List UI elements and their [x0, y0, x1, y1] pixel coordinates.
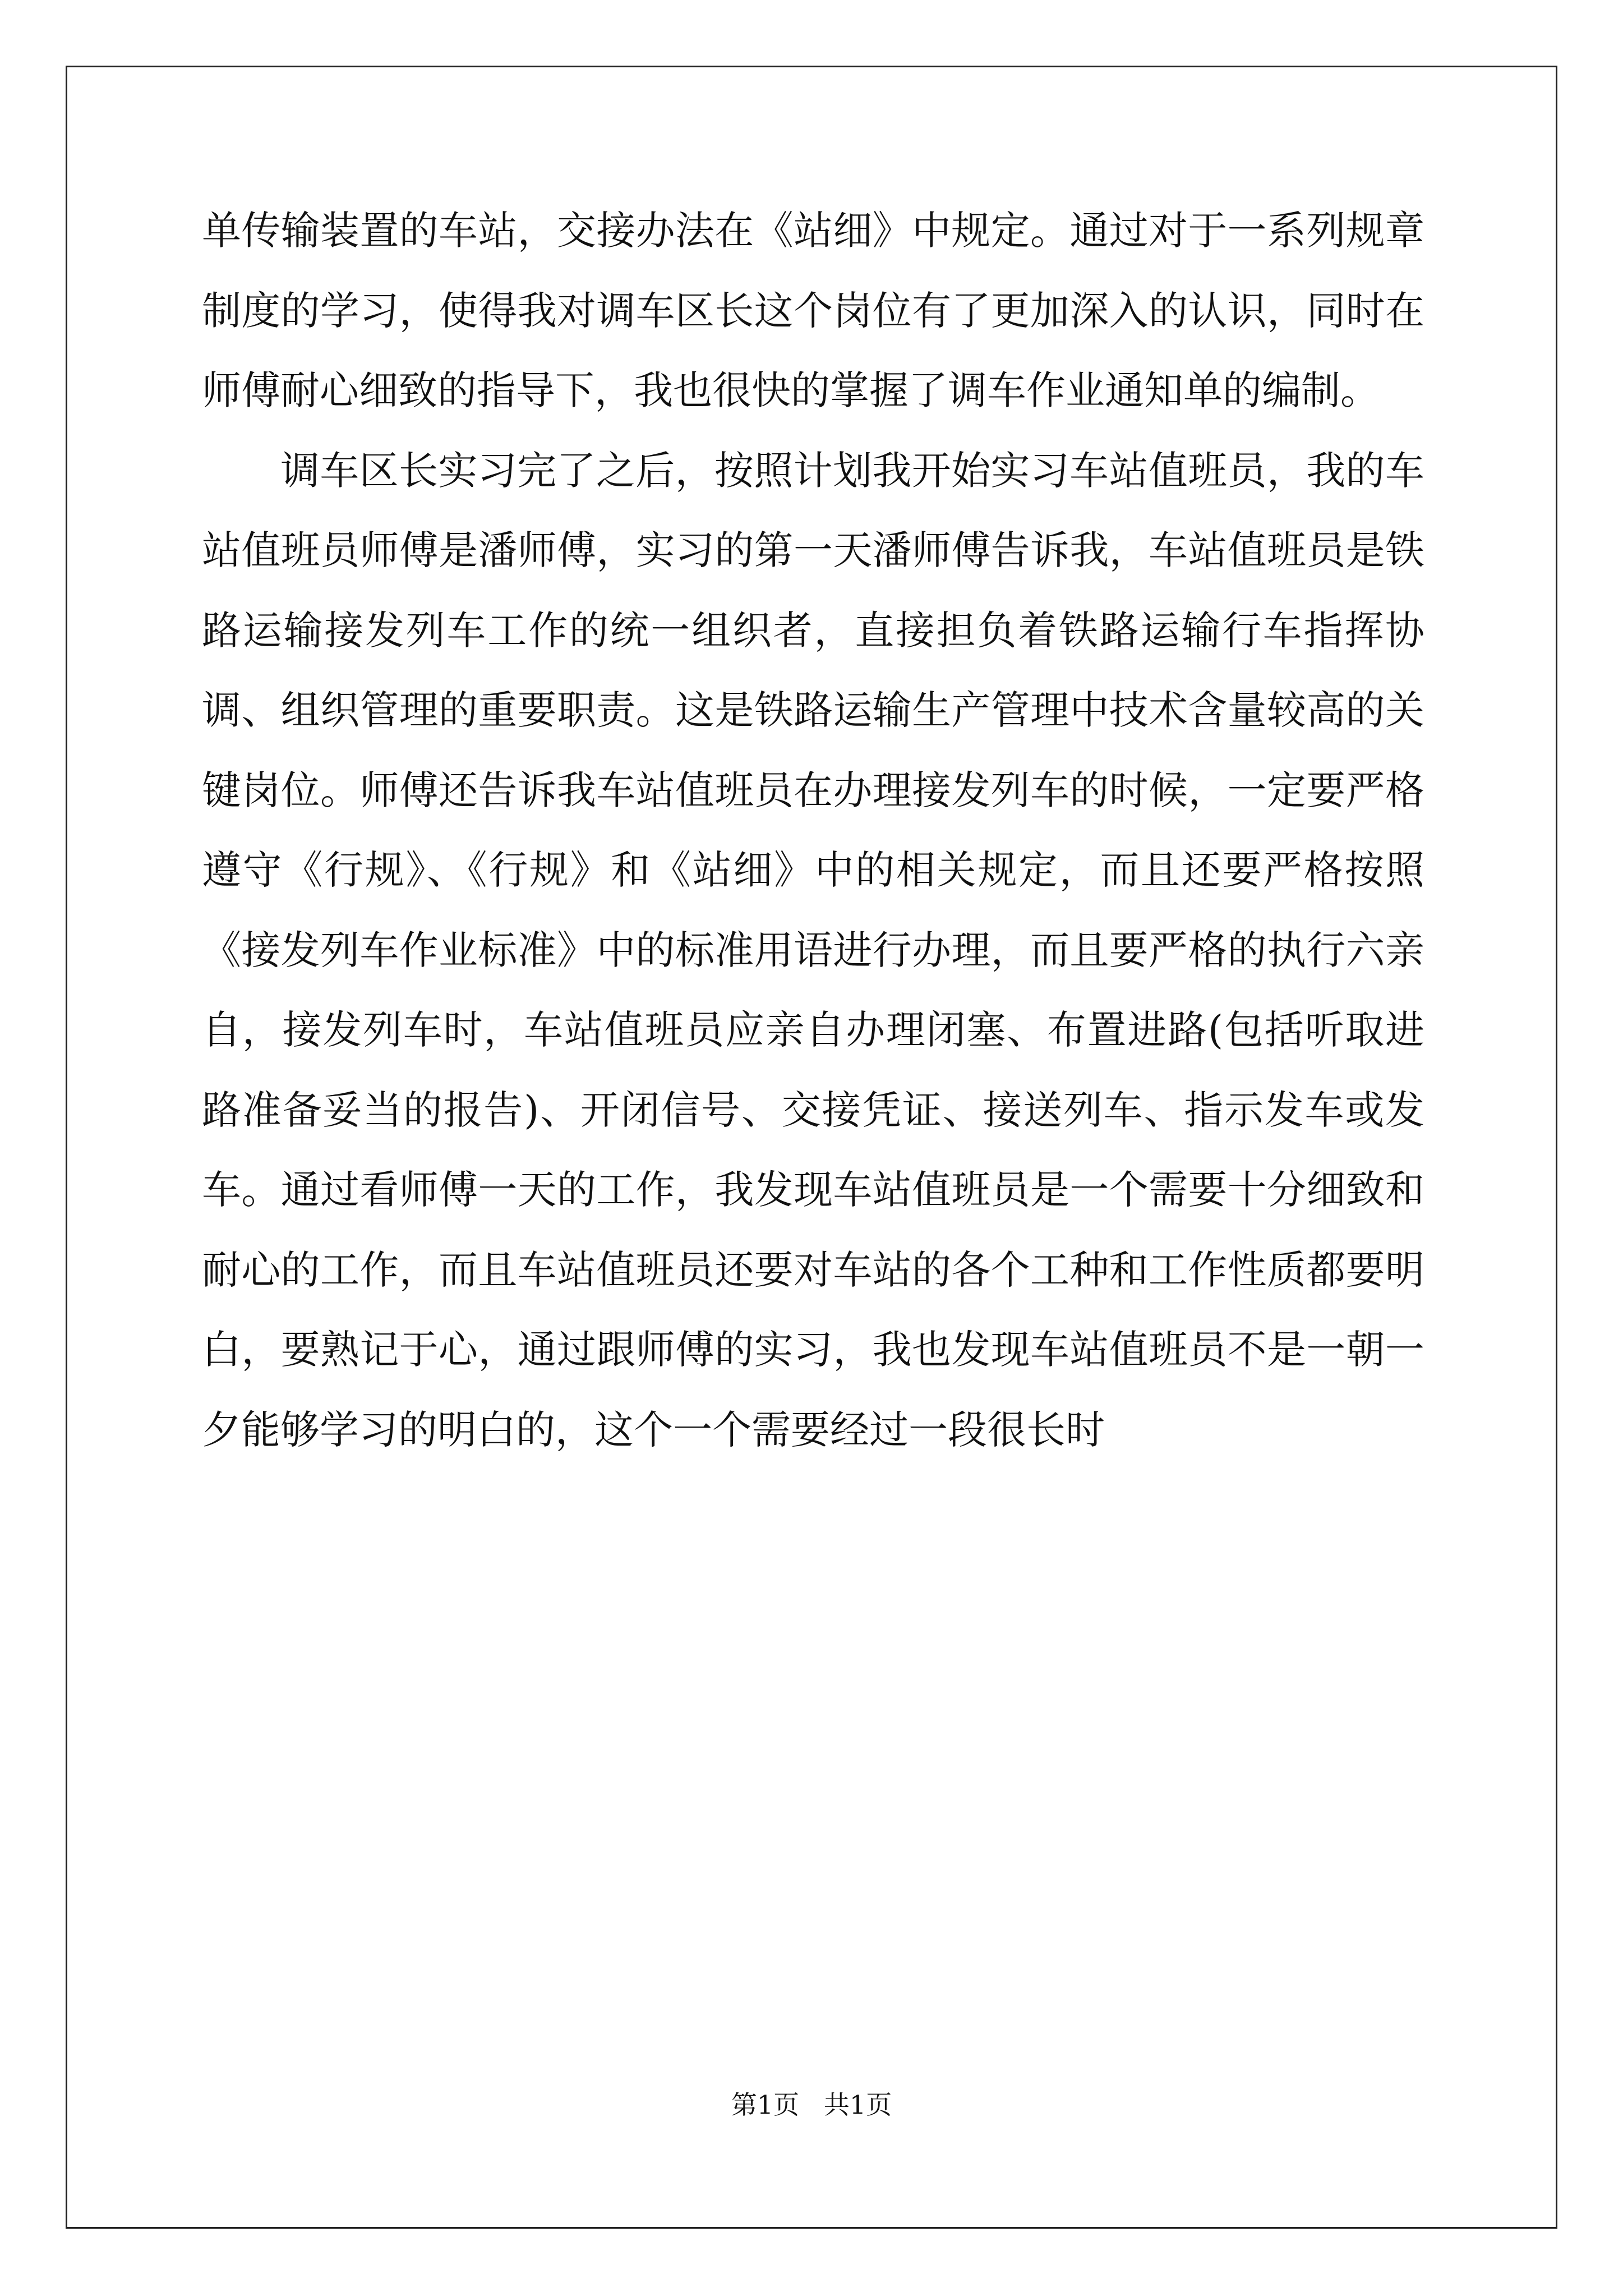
- document-body: [202, 191, 1424, 1470]
- paragraph-2: 调车区长实习完了之后，按照计划我开始实习车站值班员，我的车站值班员师傅是潘师傅，实习的第一天潘师傅告诉我，车站值班员是铁路运输接发列车工作的统一组织者，直接担负着铁路运输行车指挥协调、组织管理的重要职责。这是铁路运输生产管理中技术含量较高的关键岗位。师傅还告诉我车站值班员在办理接发列车的时候，一定要严格遵守《行规》、《行规》和《站细》中的相关规定，而且还要严格按照《接发列车作业标准》中的标准用语进行办理，而且要严格的执行六亲自，接发列车时，车站值班员应亲自办理闭塞、布置进路(包括听取进路准备妥当的报告)、开闭信号、交接凭证、接送列车、指示发车或发车。通过看师傅一天的工作，我发现车站值班员是一个需要十分细致和耐心的工作，而且车站值班员还要对车站的各个工种和工作性质都要明白，要熟记于心，通过跟师傅的实习，我也发现车站值班员不是一朝一夕能够学习的明白的，这个一个需要经过一段很长时: [202, 447, 1424, 1453]
- page-footer: 第1页 共1页: [731, 2090, 892, 2120]
- paragraph-1: 单传输装置的车站，交接办法在《站细》中规定。通过对于一系列规章制度的学习，使得我对调车区长这个岗位有了更加深入的认识，同时在师傅耐心细致的指导下，我也很快的掌握了调车作业通知单的编制。: [202, 208, 1424, 413]
